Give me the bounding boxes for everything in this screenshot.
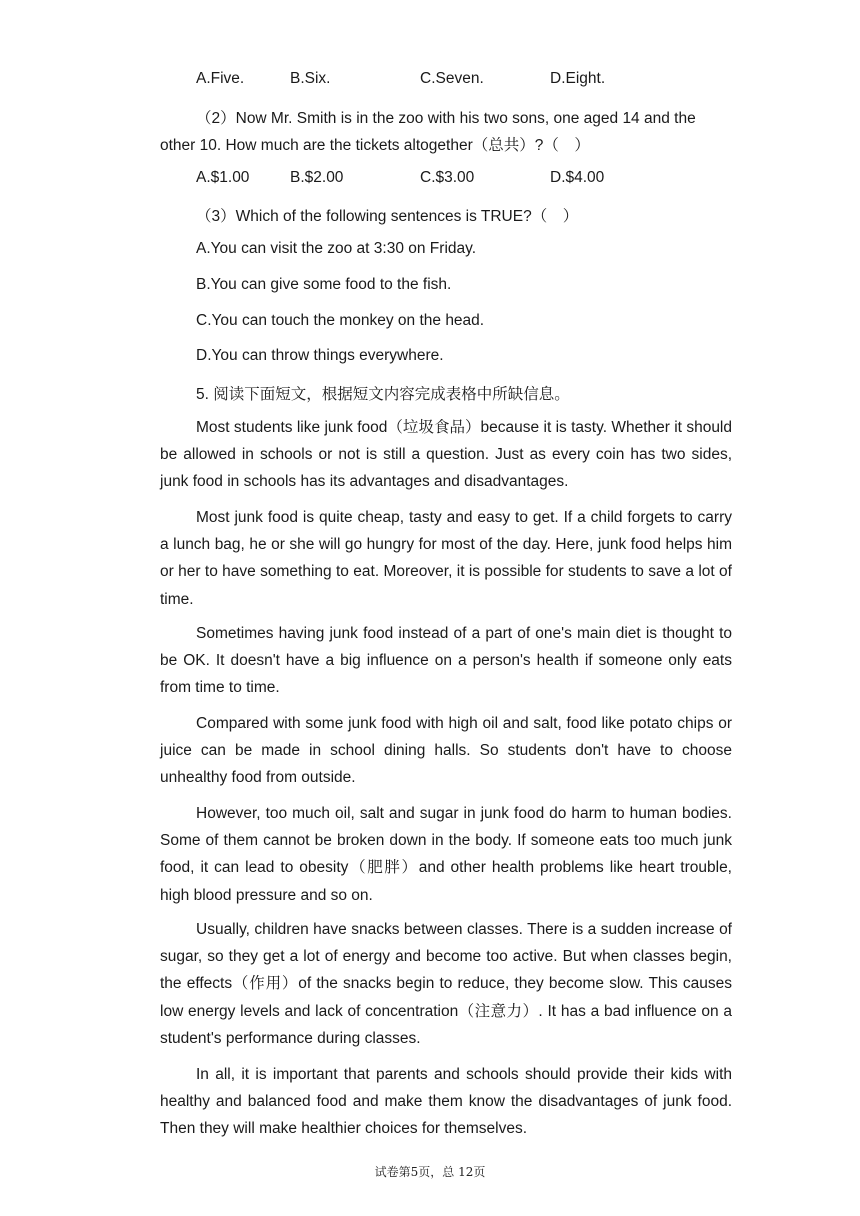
q3-option-c: C.You can touch the monkey on the head. [196, 312, 485, 329]
paragraph-text: Most students like junk food（垃圾食品）because it is tasty. Whether it should be allowed in schools or not is still a question. Just as every coin has two sides, junk food in schools has its advantages and disadvantages. [160, 419, 732, 491]
q2-question-line1: （2）Now Mr. Smith is in the zoo with his two sons, one aged 14 and the [196, 110, 696, 127]
passage-paragraph-3 [160, 620, 732, 702]
q1-option-c: C.Seven. [420, 70, 484, 87]
paragraph-text: In all, it is important that parents and schools should provide their kids with healthy and balanced food and make them know the disadvantages of junk food. Then they will make healthier choices for themselves. [160, 1066, 732, 1138]
q3-option-b: B.You can give some food to the fish. [196, 276, 452, 293]
q2-option-d: D.$4.00 [550, 169, 605, 186]
paragraph-text: Most junk food is quite cheap, tasty and easy to get. If a child forgets to carry a lunch bag, he or she will go hungry for most of the day. Here, junk food helps him or her to have something to eat. Moreover, it is possible for students to save a lot of time. [160, 509, 732, 608]
q3-question: （3）Which of the following sentences is TRUE?（ ） [196, 208, 579, 225]
paragraph-text: However, too much oil, salt and sugar in junk food do harm to human bodies. Some of them cannot be broken down in the body. If someone eats too much junk food, it can lead to obesity（肥胖）and other health problems like heart trouble, high blood pressure and so on. [160, 805, 732, 904]
passage-paragraph-4 [160, 710, 732, 792]
passage-paragraph-2 [160, 504, 732, 613]
paragraph-text: Usually, children have snacks between classes. There is a sudden increase of sugar, so they get a lot of energy and become too active. But when classes begin, the effects（作用）of the snacks begin to reduce, they become slow. This causes low energy levels and lack of concentration（注意力）. It has a bad influence on a student's performance during classes. [160, 921, 732, 1047]
q3-option-d: D.You can throw things everywhere. [196, 347, 444, 364]
section5-heading: 5. 阅读下面短文，根据短文内容完成表格中所缺信息。 [196, 386, 570, 403]
q2-option-c: C.$3.00 [420, 169, 475, 186]
passage-paragraph-1 [160, 414, 732, 496]
passage-paragraph-5 [160, 800, 732, 909]
q3-option-a: A.You can visit the zoo at 3:30 on Friday. [196, 240, 477, 257]
q2-option-b: B.$2.00 [290, 169, 344, 186]
q1-option-b: B.Six. [290, 70, 331, 87]
paragraph-text: Compared with some junk food with high oil and salt, food like potato chips or juice can be made in school dining halls. So students don't have to choose unhealthy food from outside. [160, 715, 732, 787]
paragraph-text: Sometimes having junk food instead of a part of one's main diet is thought to be OK. It doesn't have a big influence on a person's health if someone only eats from time to time. [160, 625, 732, 697]
q2-question-line2: other 10. How much are the tickets altogether（总共）?（ ） [160, 137, 590, 154]
passage-paragraph-6 [160, 916, 732, 1052]
passage-paragraph-7 [160, 1061, 732, 1143]
page-footer: 试卷第5页，总 12页 [374, 1165, 486, 1179]
q1-option-a: A.Five. [196, 70, 245, 87]
q1-option-d: D.Eight. [550, 70, 606, 87]
q2-option-a: A.$1.00 [196, 169, 250, 186]
